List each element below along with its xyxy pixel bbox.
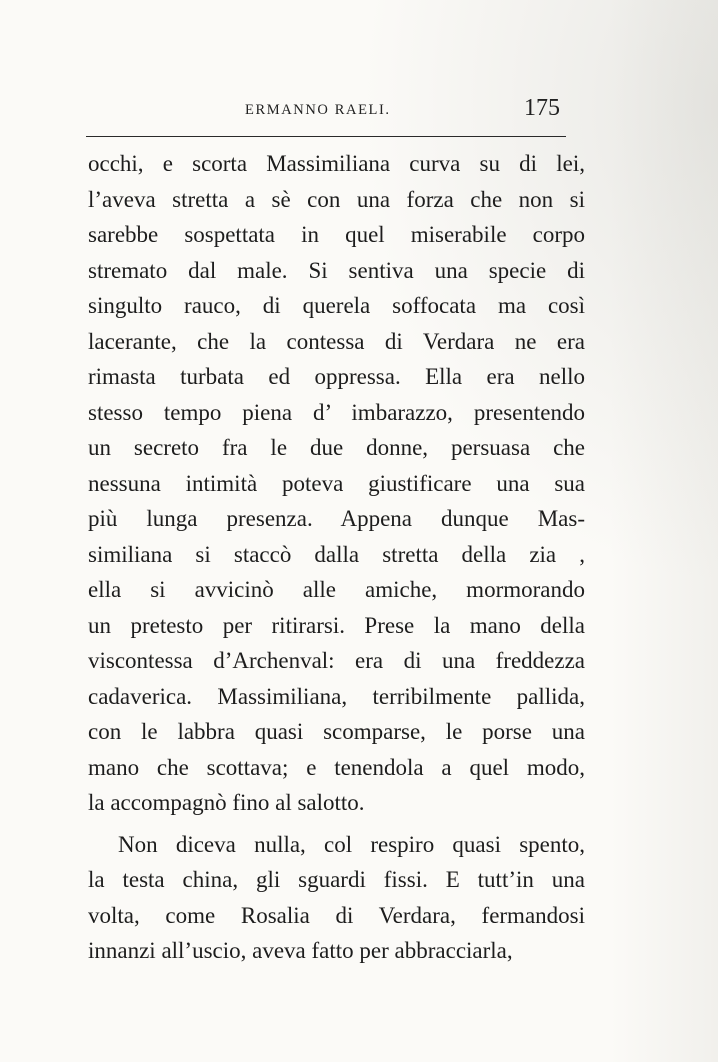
- text-line: singulto rauco, di querela soffocata ma così: [88, 293, 585, 318]
- text-line: stremato dal male. Si sentiva una specie di: [88, 257, 585, 283]
- text-line: l’aveva stretta a sè con una forza che non si: [88, 186, 585, 212]
- text-line: mano che scottava; e tenendola a quel modo,: [88, 754, 585, 780]
- text-line: un secreto fra le due donne, persuasa che: [88, 435, 585, 460]
- body-text: [88, 146, 585, 969]
- text-line: la accompagnò fino al salotto.: [88, 790, 365, 815]
- text-line: similiana si staccò dalla stretta della zia ,: [88, 541, 585, 567]
- running-header: [0, 95, 718, 125]
- text-line: lacerante, che la contessa di Verdara ne era: [88, 328, 585, 354]
- page-number: 175: [524, 95, 560, 121]
- paragraph-2: [88, 827, 585, 969]
- header-rule: [86, 136, 566, 137]
- running-title: ERMANNO RAELI.: [245, 102, 391, 118]
- text-line: con le labbra quasi scomparse, le porse una: [88, 719, 585, 744]
- text-line: ella si avvicinò alle amiche, mormorando: [88, 577, 585, 602]
- text-line: volta, come Rosalia di Verdara, fermandosi: [88, 902, 585, 928]
- text-line: nessuna intimità poteva giustificare una sua: [88, 470, 585, 496]
- text-line: viscontessa d’Archenval: era di una freddezza: [88, 648, 585, 673]
- text-line: la testa china, gli sguardi fissi. E tutt’in una: [88, 867, 585, 892]
- text-line: occhi, e scorta Massimiliana curva su di lei,: [88, 151, 585, 176]
- text-line: cadaverica. Massimiliana, terribilmente pallida,: [88, 683, 585, 709]
- text-line: Non diceva nulla, col respiro quasi spento,: [118, 831, 585, 857]
- text-line: sarebbe sospettata in quel miserabile corpo: [88, 222, 585, 247]
- text-line: stesso tempo piena d’ imbarazzo, presentendo: [88, 399, 585, 425]
- paragraph-1: [88, 146, 585, 821]
- text-line: innanzi all’uscio, aveva fatto per abbracciarla,: [88, 938, 513, 963]
- text-line: più lunga presenza. Appena dunque Mas-: [88, 506, 585, 531]
- text-line: rimasta turbata ed oppressa. Ella era nello: [88, 364, 585, 389]
- text-line: un pretesto per ritirarsi. Prese la mano della: [88, 612, 585, 638]
